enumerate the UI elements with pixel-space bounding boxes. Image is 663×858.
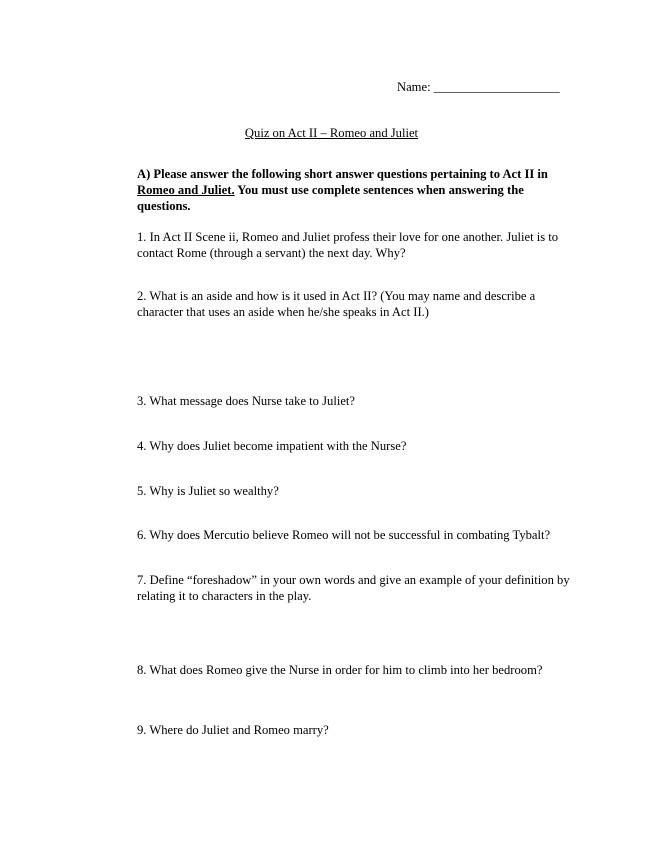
question-6: 6. Why does Mercutio believe Romeo will not be successful in combating Tybalt? xyxy=(137,528,551,542)
question-3: 3. What message does Nurse take to Juliet? xyxy=(137,394,355,408)
question-8: 8. What does Romeo give the Nurse in order for him to climb into her bedroom? xyxy=(137,663,543,677)
question-1: 1. In Act II Scene ii, Romeo and Juliet profess their love for one another. Juliet is to contact Rome (through a servant) the next day. Why? xyxy=(137,230,559,260)
section-a-instructions xyxy=(137,166,577,214)
name-field-label: Name: ____________________ xyxy=(397,80,560,94)
question-2: 2. What is an aside and how is it used in Act II? (You may name and describe a character that uses an aside when he/she speaks in Act II.) xyxy=(137,289,536,319)
question-5: 5. Why is Juliet so wealthy? xyxy=(137,484,279,498)
question-9: 9. Where do Juliet and Romeo marry? xyxy=(137,723,329,737)
section-a-prefix: A) Please answer the following short answer questions pertaining to Act II in xyxy=(137,167,548,181)
section-a-suffix: You must use complete sentences when answering the questions. xyxy=(137,183,524,213)
book-title: Romeo and Juliet. xyxy=(137,183,235,197)
question-7: 7. Define “foreshadow” in your own words and give an example of your definition by relating it to characters in the play. xyxy=(137,573,570,603)
page-title: Quiz on Act II – Romeo and Juliet xyxy=(244,126,419,140)
question-4: 4. Why does Juliet become impatient with the Nurse? xyxy=(137,439,407,453)
